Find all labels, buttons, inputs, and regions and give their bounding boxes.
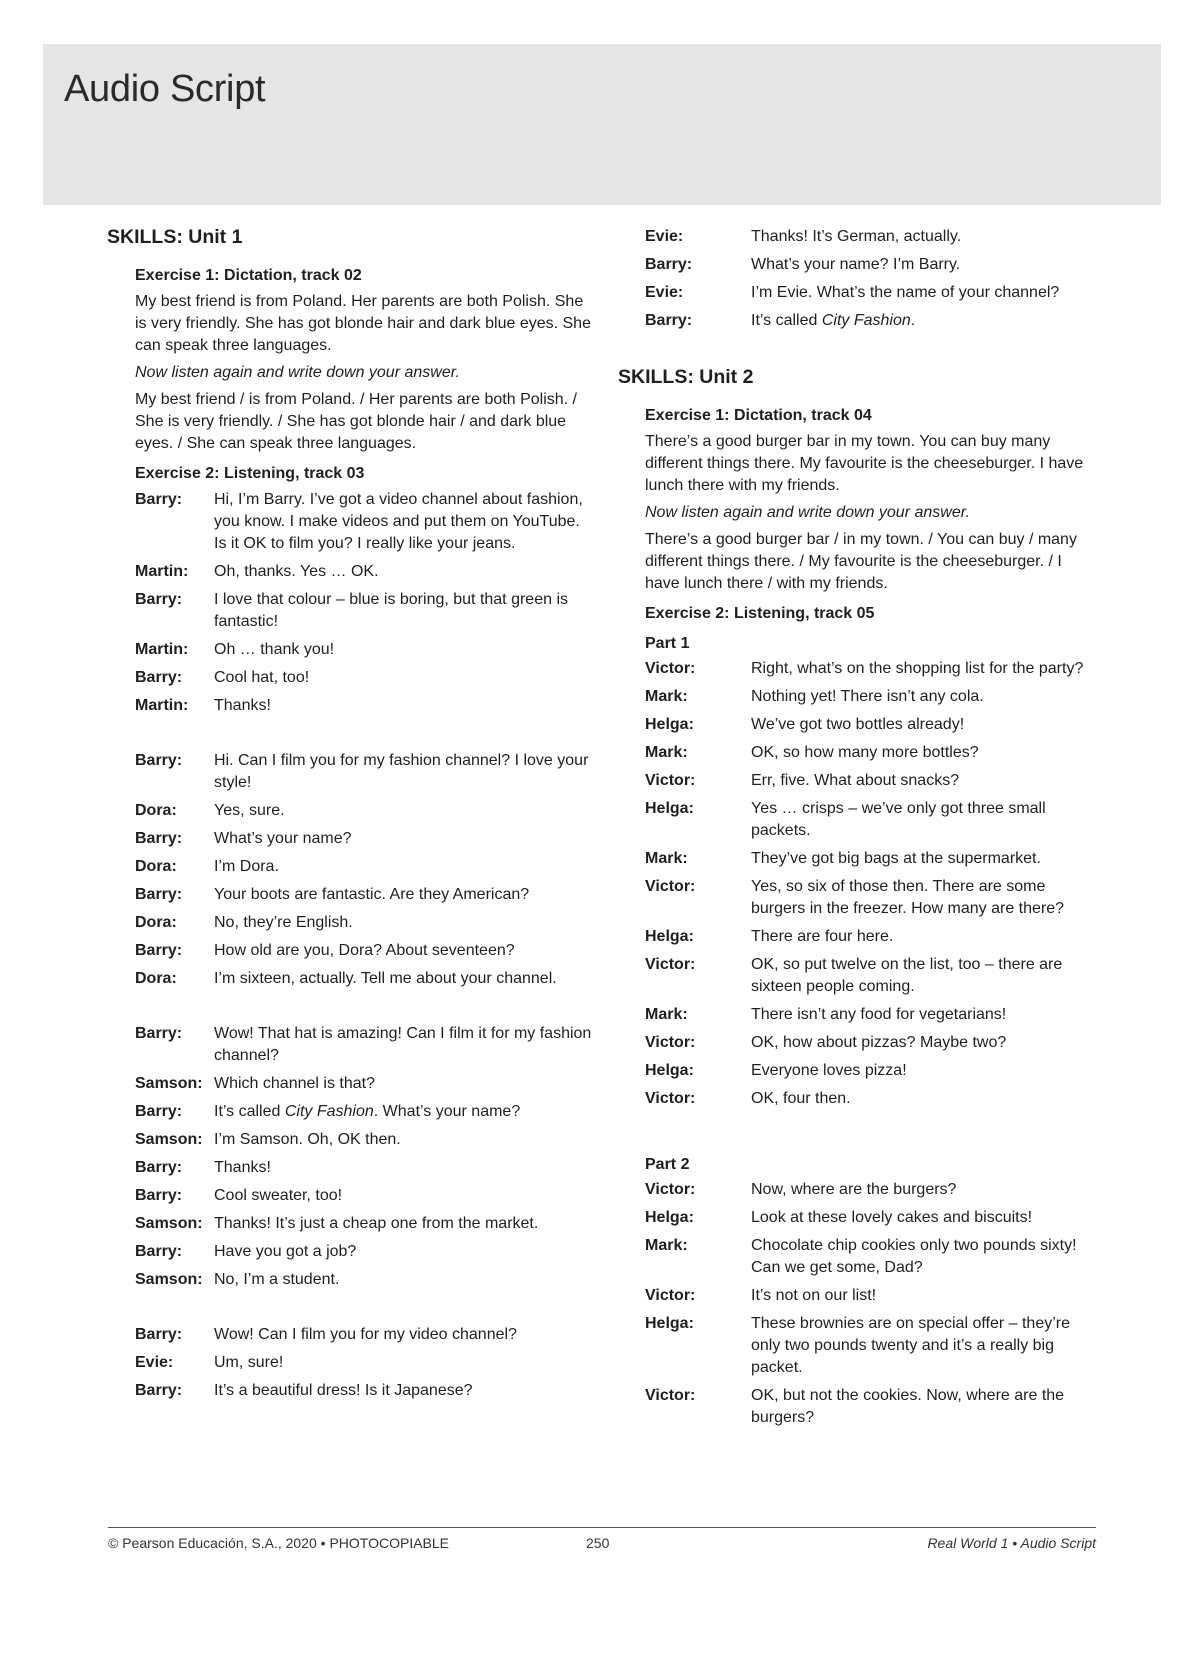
speaker-name: Mark: [645, 1237, 688, 1254]
channel-name: City Fashion [284, 1103, 374, 1120]
exercise-title: Exercise 1: Dictation, track 04 [645, 407, 872, 424]
speaker-name: Mark: [645, 744, 688, 761]
part2-title: Part 2 [645, 1156, 690, 1173]
speaker-name: Barry: [135, 1159, 183, 1176]
dialogue-line [645, 1285, 1100, 1307]
line-text: Oh … thank you! [214, 641, 335, 658]
dialogue-line [645, 310, 1100, 332]
line-text: I’m sixteen, actually. Tell me about your channel. [214, 970, 557, 987]
dialogue-line [135, 968, 593, 990]
line-text: Thanks! [214, 1159, 271, 1176]
speaker-name: Barry: [135, 886, 183, 903]
speaker-name: Victor: [645, 772, 696, 789]
line-text-part: It’s called [751, 312, 822, 329]
speaker-name: Mark: [645, 850, 688, 867]
dialogue [645, 658, 1100, 1110]
speaker-name: Barry: [135, 1326, 183, 1343]
speaker-name: Evie: [645, 228, 684, 245]
line-text: Thanks! It’s German, actually. [751, 228, 962, 245]
speaker-name: Samson: [135, 1215, 203, 1232]
unit1-section [108, 226, 593, 1402]
dialogue-line [645, 1235, 1100, 1279]
line-text: Yes, so six of those then. There are some burgers in the freezer. How many are there? [751, 878, 1065, 917]
line-text: OK, four then. [751, 1090, 851, 1107]
speaker-name: Victor: [645, 1090, 696, 1107]
line-text: Look at these lovely cakes and biscuits! [751, 1209, 1033, 1226]
line-text [751, 310, 1100, 332]
line-text: Thanks! It’s just a cheap one from the market. [214, 1215, 539, 1232]
speaker-name: Barry: [135, 1187, 183, 1204]
dialogue-line [135, 1129, 593, 1151]
speaker-name: Helga: [645, 1209, 694, 1226]
dialogue-line [645, 1032, 1100, 1054]
speaker-name: Helga: [645, 716, 694, 733]
line-text: Err, five. What about snacks? [751, 772, 960, 789]
unit2-section [620, 366, 1100, 1429]
line-text: Chocolate chip cookies only two pounds sixty! Can we get some, Dad? [751, 1237, 1077, 1276]
speaker-name: Mark: [645, 1006, 688, 1023]
speaker-name: Barry: [645, 312, 693, 329]
dictation-text-segmented: My best friend / is from Poland. / Her parents are both Polish. / She is very friendly. / She has got blonde hair / and dark blue eyes. / She can speak three languages. [135, 391, 577, 452]
speaker-name: Barry: [135, 752, 183, 769]
dialogue-line [135, 489, 593, 555]
exercise-title: Exercise 1: Dictation, track 02 [135, 267, 362, 284]
dialogue-line [135, 1241, 593, 1263]
speaker-name: Barry: [135, 1025, 183, 1042]
dialogue-line [645, 954, 1100, 998]
dialogue-line [135, 800, 593, 822]
dialogue-line [645, 226, 1100, 248]
unit1-exercise2 [135, 465, 593, 1402]
unit2-title: SKILLS: Unit 2 [618, 366, 754, 388]
footer-book-title: Real World 1 • Audio Script [927, 1535, 1096, 1551]
line-text: I’m Evie. What’s the name of your channel? [751, 284, 1060, 301]
line-text: I love that colour – blue is boring, but that green is fantastic! [214, 591, 568, 630]
dialogue-line [135, 1185, 593, 1207]
unit2-exercise1 [645, 407, 1100, 595]
dialogue-line [645, 742, 1100, 764]
speaker-name: Martin: [135, 641, 189, 658]
speaker-name: Dora: [135, 858, 177, 875]
dialogue-line [135, 639, 593, 661]
dialogue-continued [645, 226, 1100, 332]
dialogue-line [135, 1324, 593, 1346]
line-text [214, 1101, 593, 1123]
speaker-name: Barry: [135, 942, 183, 959]
line-text: Oh, thanks. Yes … OK. [214, 563, 379, 580]
line-text-part: . [910, 312, 916, 329]
dialogue-line [645, 1385, 1100, 1429]
line-text: OK, so put twelve on the list, too – there are sixteen people coming. [751, 956, 1063, 995]
speaker-name: Samson: [135, 1131, 203, 1148]
dialogue-line [135, 940, 593, 962]
dialogue-line [645, 1313, 1100, 1379]
unit1-title: SKILLS: Unit 1 [107, 226, 243, 248]
dialogue-line [135, 856, 593, 878]
speaker-name: Samson: [135, 1075, 203, 1092]
dialogue-line [645, 848, 1100, 870]
dialogue-line [645, 282, 1100, 304]
line-text: Hi, I’m Barry. I’ve got a video channel about fashion, you know. I make videos and put them on YouTube. Is it OK to film you? I really like your jeans. [214, 491, 583, 552]
line-text: It’s a beautiful dress! Is it Japanese? [214, 1382, 473, 1399]
footer-copyright: © Pearson Educación, S.A., 2020 • PHOTOCOPIABLE [108, 1535, 450, 1551]
exercise-title: Exercise 2: Listening, track 05 [645, 605, 875, 622]
line-text-part: It’s called [214, 1103, 285, 1120]
unit1-exercise1 [135, 267, 593, 455]
line-text: They’ve got big bags at the supermarket. [751, 850, 1041, 867]
unit2-exercise2 [645, 605, 1100, 1429]
line-text: OK, but not the cookies. Now, where are the burgers? [751, 1387, 1065, 1426]
speaker-name: Evie: [645, 284, 684, 301]
dictation-text: My best friend is from Poland. Her parents are both Polish. She is very friendly. She has got blonde hair and dark blue eyes. She can speak three languages. [135, 293, 591, 354]
dialogue-line [645, 926, 1100, 948]
dialogue-line [645, 686, 1100, 708]
line-text: There isn’t any food for vegetarians! [751, 1006, 1007, 1023]
speaker-name: Evie: [135, 1354, 174, 1371]
dialogue-line [645, 798, 1100, 842]
dialogue-line [645, 254, 1100, 276]
spacer [135, 1297, 593, 1324]
spacer [135, 723, 593, 750]
left-column [108, 226, 593, 1412]
dialogue-line [645, 714, 1100, 736]
speaker-name: Barry: [135, 830, 183, 847]
speaker-name: Victor: [645, 1387, 696, 1404]
dictation-text-segmented: There’s a good burger bar / in my town. / You can buy / many different things there. / My favourite is the cheeseburger. / I have lunch there / with my friends. [645, 531, 1077, 592]
spacer [645, 1116, 1100, 1150]
dialogue-line [135, 1269, 593, 1291]
speaker-name: Helga: [645, 1315, 694, 1332]
part1-title: Part 1 [645, 635, 690, 652]
dialogue-line [135, 828, 593, 850]
dialogue-line [135, 1073, 593, 1095]
line-text: Thanks! [214, 697, 271, 714]
speaker-name: Helga: [645, 1062, 694, 1079]
right-column [620, 226, 1100, 1439]
line-text: Have you got a job? [214, 1243, 357, 1260]
line-text: Wow! That hat is amazing! Can I film it for my fashion channel? [214, 1025, 592, 1064]
speaker-name: Victor: [645, 1181, 696, 1198]
speaker-name: Barry: [135, 1243, 183, 1260]
dictation-text: There’s a good burger bar in my town. You can buy many different things there. My favourite is the cheeseburger. I have lunch there with my friends. [645, 433, 1084, 494]
dialogue-line [645, 1179, 1100, 1201]
line-text: Wow! Can I film you for my video channel? [214, 1326, 517, 1343]
dialogue-line [135, 695, 593, 717]
dialogue-line [645, 770, 1100, 792]
dialogue-line [135, 1101, 593, 1123]
speaker-name: Dora: [135, 802, 177, 819]
speaker-name: Barry: [135, 669, 183, 686]
speaker-name: Martin: [135, 697, 189, 714]
dialogue-line [645, 1207, 1100, 1229]
dialogue-line [135, 1380, 593, 1402]
line-text: These brownies are on special offer – they’re only two pounds twenty and it’s a really big packet. [751, 1315, 1070, 1376]
speaker-name: Victor: [645, 878, 696, 895]
speaker-name: Victor: [645, 660, 696, 677]
channel-name: City Fashion [821, 312, 911, 329]
line-text: Everyone loves pizza! [751, 1062, 907, 1079]
line-text: Cool sweater, too! [214, 1187, 343, 1204]
dialogue-line [645, 1060, 1100, 1082]
dialogue-line [645, 876, 1100, 920]
spacer [135, 996, 593, 1023]
line-text: I’m Samson. Oh, OK then. [214, 1131, 401, 1148]
speaker-name: Barry: [135, 1103, 183, 1120]
line-text-part: . What’s your name? [373, 1103, 521, 1120]
line-text: Um, sure! [214, 1354, 284, 1371]
dialogue-line [135, 750, 593, 794]
line-text: It’s not on our list! [751, 1287, 877, 1304]
instruction-note: Now listen again and write down your answer. [135, 364, 460, 381]
line-text: Right, what’s on the shopping list for the party? [751, 660, 1084, 677]
dialogue-line [135, 1023, 593, 1067]
line-text: OK, so how many more bottles? [751, 744, 979, 761]
line-text: No, I’m a student. [214, 1271, 340, 1288]
line-text: Yes, sure. [214, 802, 285, 819]
speaker-name: Victor: [645, 1287, 696, 1304]
line-text: Nothing yet! There isn’t any cola. [751, 688, 984, 705]
line-text: I’m Dora. [214, 858, 279, 875]
dialogue-line [135, 1213, 593, 1235]
dialogue-line [645, 658, 1100, 680]
speaker-name: Mark: [645, 688, 688, 705]
line-text: Cool hat, too! [214, 669, 310, 686]
dialogue [645, 1179, 1100, 1429]
line-text: No, they’re English. [214, 914, 353, 931]
dialogue-line [135, 1352, 593, 1374]
speaker-name: Victor: [645, 956, 696, 973]
dialogue-line [135, 884, 593, 906]
line-text: What’s your name? I’m Barry. [751, 256, 961, 273]
line-text: Now, where are the burgers? [751, 1181, 957, 1198]
line-text: Yes … crisps – we’ve only got three small packets. [751, 800, 1046, 839]
speaker-name: Barry: [135, 591, 183, 608]
dialogue-line [135, 589, 593, 633]
line-text: What’s your name? [214, 830, 352, 847]
line-text: OK, how about pizzas? Maybe two? [751, 1034, 1007, 1051]
speaker-name: Samson: [135, 1271, 203, 1288]
line-text: Which channel is that? [214, 1075, 375, 1092]
line-text: Hi. Can I film you for my fashion channel? I love your style! [214, 752, 589, 791]
speaker-name: Barry: [135, 491, 183, 508]
dialogue-line [645, 1088, 1100, 1110]
instruction-note: Now listen again and write down your answer. [645, 504, 970, 521]
dialogue-line [645, 1004, 1100, 1026]
line-text: Your boots are fantastic. Are they American? [214, 886, 530, 903]
dialogue-line [135, 561, 593, 583]
speaker-name: Barry: [135, 1382, 183, 1399]
speaker-name: Victor: [645, 1034, 696, 1051]
line-text: There are four here. [751, 928, 894, 945]
line-text: We’ve got two bottles already! [751, 716, 965, 733]
speaker-name: Martin: [135, 563, 189, 580]
dialogue-line [135, 912, 593, 934]
dialogue [135, 489, 593, 1402]
speaker-name: Barry: [645, 256, 693, 273]
speaker-name: Dora: [135, 914, 177, 931]
dialogue-line [135, 1157, 593, 1179]
page-title: Audio Script [64, 68, 266, 110]
speaker-name: Helga: [645, 928, 694, 945]
exercise-title: Exercise 2: Listening, track 03 [135, 465, 365, 482]
footer-page-number: 250 [586, 1535, 610, 1551]
speaker-name: Dora: [135, 970, 177, 987]
footer-divider [108, 1527, 1096, 1528]
speaker-name: Helga: [645, 800, 694, 817]
line-text: How old are you, Dora? About seventeen? [214, 942, 515, 959]
dialogue-line [135, 667, 593, 689]
